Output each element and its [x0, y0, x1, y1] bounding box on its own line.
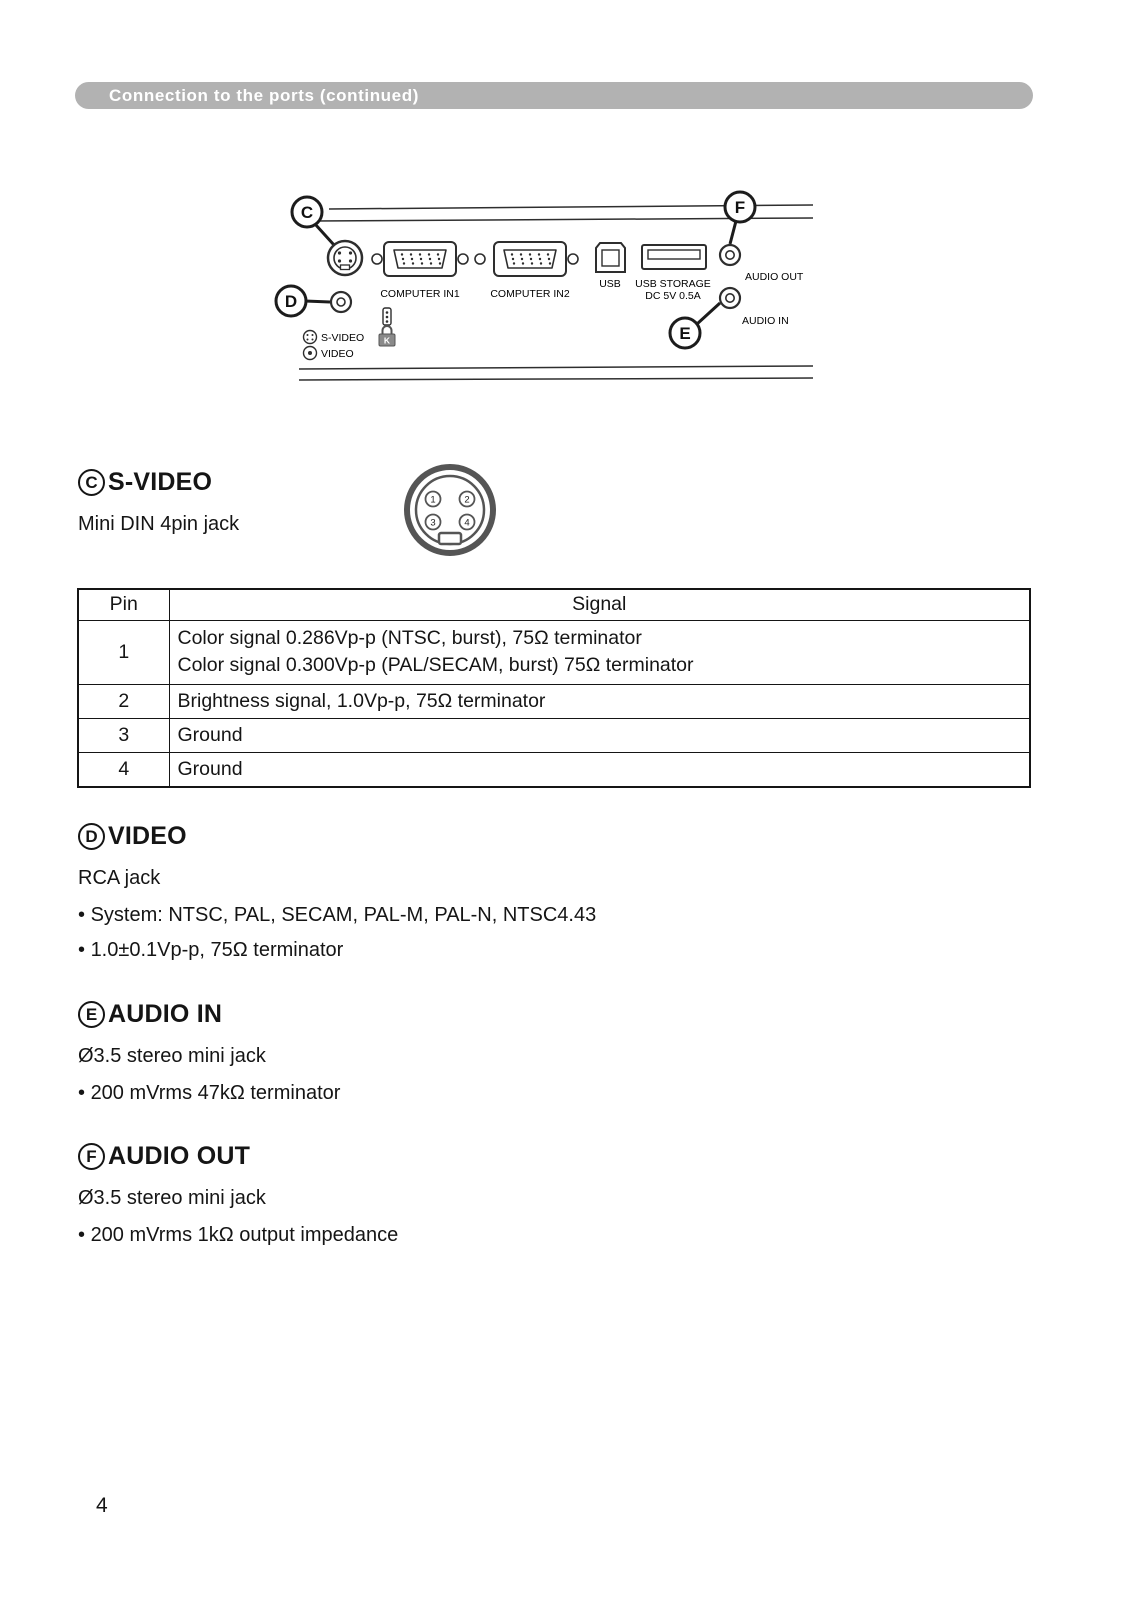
callout-e-letter: E: [679, 324, 691, 343]
signal-cell: [169, 620, 1030, 684]
computer-in1-label: COMPUTER IN1: [380, 288, 460, 300]
kensington-lock-icon: [379, 326, 395, 346]
computer-in1-connector: [372, 242, 468, 276]
table-row: [78, 620, 1030, 684]
callout-d-letter: D: [284, 292, 298, 311]
section-letter-f: F: [78, 1143, 105, 1170]
callout-d: [276, 286, 306, 316]
section-audio-out-subtitle: Ø3.5 stereo mini jack: [78, 1187, 266, 1209]
s-video-legend-label: S-VIDEO: [321, 332, 365, 344]
pin-column-header: Pin: [78, 589, 169, 620]
section-audio-in-heading: [78, 1000, 1034, 1029]
mini-din-key-notch: [439, 533, 461, 544]
pin-cell: 1: [78, 620, 169, 684]
section-audio-out-heading: [78, 1142, 1034, 1171]
s-video-connector: [328, 241, 362, 275]
rear-panel-diagram: [253, 182, 833, 412]
signal-cell: Ground: [169, 753, 1030, 788]
audio-in-bullet-list: [78, 1082, 1034, 1105]
mini-din-pin-3: 3: [430, 517, 436, 529]
section-header-bar: [75, 82, 1033, 109]
audio-in-jack: [720, 288, 740, 308]
audio-out-bullet-list: [78, 1224, 1034, 1247]
section-header-title: Connection to the ports (continued): [109, 85, 419, 105]
section-audio-out: [78, 1142, 1034, 1247]
video-legend-icon: [304, 347, 317, 360]
callout-f-letter: F: [734, 198, 746, 217]
mini-din-illustration: [398, 460, 502, 564]
mini-din-pin-1: 1: [430, 494, 436, 506]
pin-signal-table: [77, 588, 1031, 788]
bullet-item: • 200 mVrms 47kΩ terminator: [78, 1082, 1034, 1105]
signal-line: Color signal 0.286Vp-p (NTSC, burst), 75Ω terminator: [177, 626, 642, 649]
mini-din-pin-4: 4: [464, 517, 470, 529]
bullet-item: • 200 mVrms 1kΩ output impedance: [78, 1224, 1034, 1247]
usb-storage-label: USB STORAGE: [635, 278, 711, 290]
bullet-item: • System: NTSC, PAL, SECAM, PAL-M, PAL-N, NTSC4.43: [78, 904, 1034, 927]
pin-cell: 3: [78, 718, 169, 752]
signal-cell: Brightness signal, 1.0Vp-p, 75Ω terminator: [169, 684, 1030, 718]
section-video-heading: [78, 822, 1034, 851]
rear-panel-diagram-svg: [253, 182, 833, 412]
usb-b-port: [596, 243, 625, 272]
table-row: [78, 718, 1030, 752]
bullet-item: • 1.0±0.1Vp-p, 75Ω terminator: [78, 939, 1034, 962]
video-rca-jack: [331, 292, 351, 312]
usb-storage-port: [642, 245, 706, 269]
audio-out-jack: [720, 245, 740, 265]
kensington-label: K: [383, 335, 391, 346]
section-s-video: [78, 468, 1034, 536]
pin-cell: 4: [78, 753, 169, 788]
table-row: [78, 753, 1030, 788]
section-s-video-subtitle: Mini DIN 4pin jack: [78, 513, 240, 535]
usb-storage-power-label: DC 5V 0.5A: [645, 290, 701, 302]
section-s-video-heading: [78, 468, 1034, 497]
mini-din-svg: [398, 460, 502, 564]
video-legend-label: VIDEO: [321, 348, 354, 360]
section-letter-d: D: [78, 823, 105, 850]
section-s-video-title: S-VIDEO: [108, 468, 213, 496]
signal-line: Color signal 0.300Vp-p (PAL/SECAM, burst) 75Ω terminator: [177, 654, 694, 676]
page-number: 4: [96, 1494, 108, 1517]
audio-out-label: AUDIO OUT: [745, 271, 804, 283]
signal-column-header: Signal: [169, 589, 1030, 620]
section-audio-out-title: AUDIO OUT: [108, 1142, 251, 1170]
pin-cell: 2: [78, 684, 169, 718]
video-bullet-list: [78, 904, 1034, 962]
computer-in2-label: COMPUTER IN2: [490, 288, 570, 300]
audio-in-label: AUDIO IN: [742, 315, 789, 327]
table-header-row: [78, 589, 1030, 620]
table-row: [78, 684, 1030, 718]
signal-cell: Ground: [169, 718, 1030, 752]
s-video-legend-icon: [304, 331, 317, 344]
section-letter-c: C: [78, 469, 105, 496]
usb-label: USB: [599, 278, 621, 290]
section-audio-in-title: AUDIO IN: [108, 1000, 223, 1028]
security-slot-icon: [383, 308, 391, 325]
section-video-subtitle: RCA jack: [78, 867, 161, 889]
callout-e: [670, 318, 700, 348]
section-audio-in: [78, 1000, 1034, 1105]
callout-f: [725, 192, 755, 222]
computer-in2-connector: [475, 242, 578, 276]
section-video-title: VIDEO: [108, 822, 187, 850]
section-letter-e: E: [78, 1001, 105, 1028]
callout-c: [292, 197, 322, 227]
section-audio-in-subtitle: Ø3.5 stereo mini jack: [78, 1045, 266, 1067]
section-video: [78, 822, 1034, 962]
callout-c-letter: C: [300, 203, 314, 222]
mini-din-pin-2: 2: [464, 494, 470, 506]
